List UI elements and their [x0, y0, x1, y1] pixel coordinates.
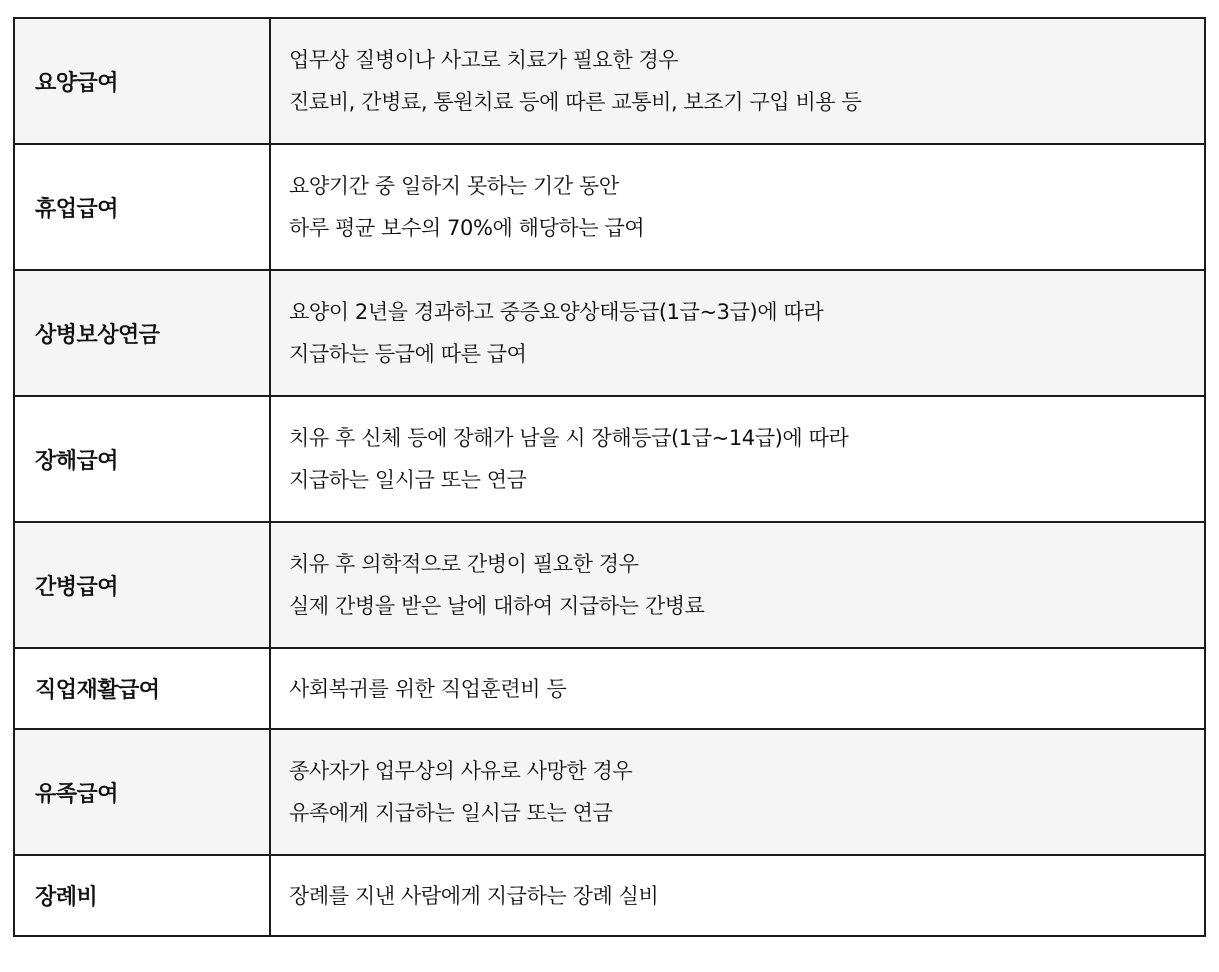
table-row — [14, 522, 1205, 648]
benefit-description — [270, 18, 1205, 144]
description-line: 치유 후 신체 등에 장해가 남을 시 장해등급(1급~14급)에 따라 — [289, 426, 849, 450]
description-line: 요양기간 중 일하지 못하는 기간 동안 — [289, 174, 619, 198]
description-line: 하루 평균 보수의 70%에 해당하는 급여 — [289, 216, 645, 240]
benefit-description — [270, 144, 1205, 270]
benefit-description — [270, 270, 1205, 396]
benefit-name: 장례비 — [14, 855, 270, 936]
description-line: 종사자가 업무상의 사유로 사망한 경우 — [289, 759, 633, 783]
table-row — [14, 855, 1205, 936]
description-line: 지급하는 일시금 또는 연금 — [289, 468, 527, 492]
table-row — [14, 270, 1205, 396]
description-line: 진료비, 간병료, 통원치료 등에 따른 교통비, 보조기 구입 비용 등 — [289, 90, 862, 114]
benefit-description — [270, 396, 1205, 522]
benefit-name: 요양급여 — [14, 18, 270, 144]
benefits-table — [13, 17, 1206, 937]
description-line: 치유 후 의학적으로 간병이 필요한 경우 — [289, 552, 639, 576]
description-line: 유족에게 지급하는 일시금 또는 연금 — [289, 801, 613, 825]
table-row — [14, 18, 1205, 144]
benefit-name: 장해급여 — [14, 396, 270, 522]
table-row — [14, 144, 1205, 270]
description-line: 요양이 2년을 경과하고 중증요양상태등급(1급~3급)에 따라 — [289, 300, 824, 324]
benefit-description — [270, 729, 1205, 855]
benefit-name: 상병보상연금 — [14, 270, 270, 396]
benefit-name: 직업재활급여 — [14, 648, 270, 729]
benefit-description — [270, 648, 1205, 729]
description-line: 장례를 지낸 사람에게 지급하는 장례 실비 — [289, 883, 659, 908]
description-line: 사회복귀를 위한 직업훈련비 등 — [289, 676, 567, 701]
benefit-name: 유족급여 — [14, 729, 270, 855]
table-row — [14, 729, 1205, 855]
table-row — [14, 396, 1205, 522]
benefit-description — [270, 855, 1205, 936]
table-row — [14, 648, 1205, 729]
description-line: 지급하는 등급에 따른 급여 — [289, 342, 527, 366]
description-line: 실제 간병을 받은 날에 대하여 지급하는 간병료 — [289, 594, 705, 618]
benefit-description — [270, 522, 1205, 648]
benefit-name: 휴업급여 — [14, 144, 270, 270]
description-line: 업무상 질병이나 사고로 치료가 필요한 경우 — [289, 48, 679, 72]
benefit-name: 간병급여 — [14, 522, 270, 648]
